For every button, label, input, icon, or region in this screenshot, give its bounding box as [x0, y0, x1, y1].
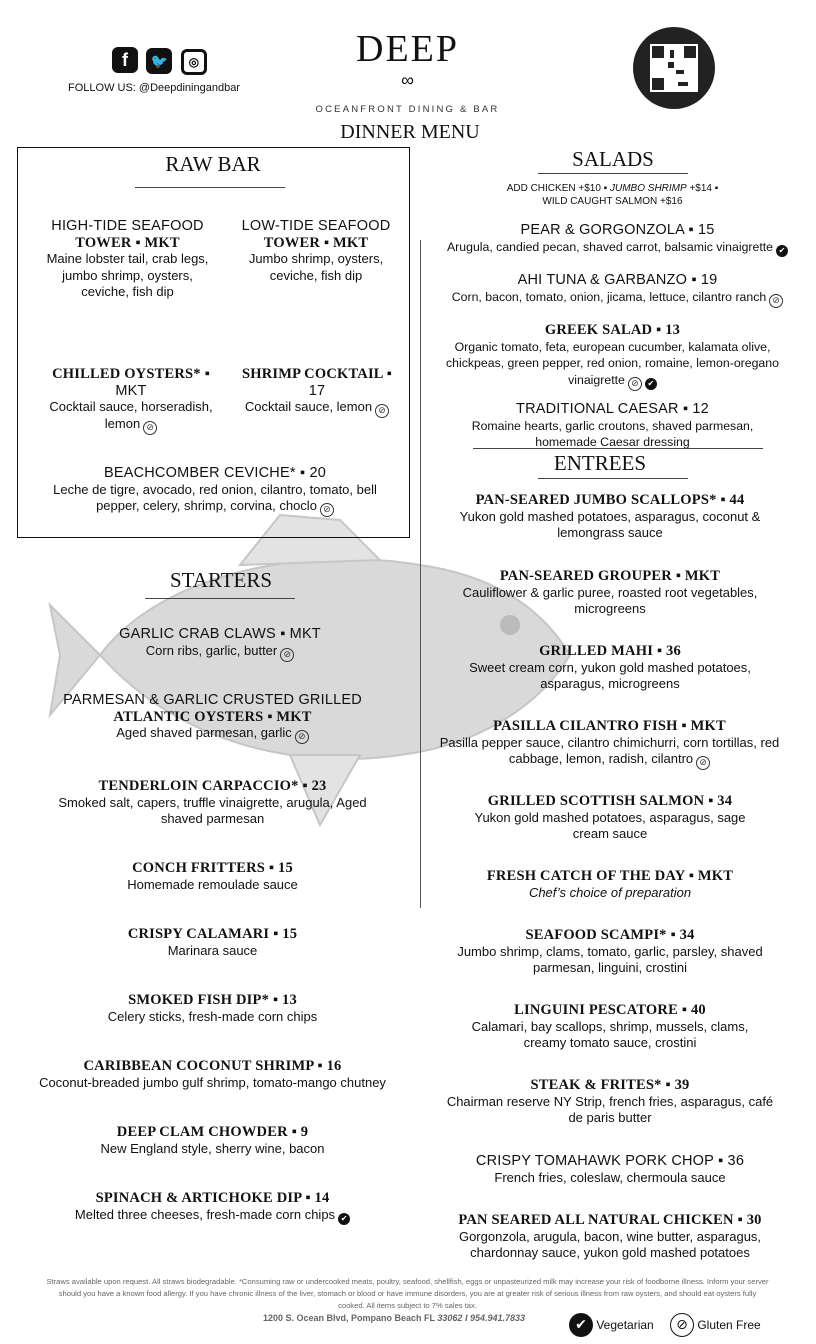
salads-addons: ADD CHICKEN +$10 ▪ JUMBO SHRIMP +$14 ▪ WILD CAUGHT SALMON +$16 — [506, 183, 719, 207]
gluten-free-icon: ⊘ — [280, 648, 294, 662]
menu-item: PAN-SEARED GROUPER ▪ MKT Cauliflower & garlic puree, roasted root vegetables, microgreens — [462, 568, 758, 616]
menu-item: LOW-TIDE SEAFOOD TOWER ▪ MKT Jumbo shrimp, oysters, ceviche, fish dip — [241, 218, 391, 283]
menu-item: GRILLED SCOTTISH SALMON ▪ 34 Yukon gold mashed potatoes, asparagus, sage cream sauce — [474, 793, 746, 841]
menu-item: PAN SEARED ALL NATURAL CHICKEN ▪ 30 Gorgonzola, arugula, bacon, wine butter, asparagus, chardonnay sauce, yukon gold mashed potatoes — [458, 1212, 762, 1260]
salads-title: SALADS — [572, 147, 654, 171]
entrees-rule — [538, 478, 688, 479]
salads-rule — [538, 173, 688, 174]
social-icons — [110, 47, 209, 75]
starters-title: STARTERS — [169, 568, 273, 592]
logo-word: DEEP — [356, 28, 459, 70]
vegetarian-icon: ✔ — [338, 1213, 350, 1225]
menu-item: GARLIC CRAB CLAWS ▪ MKT Corn ribs, garlic, butter ⊘ — [119, 626, 321, 660]
gluten-free-icon: ⊘ — [143, 421, 157, 435]
follow-text: FOLLOW US: @Deepdiningandbar — [68, 82, 240, 94]
menu-item: PAN-SEARED JUMBO SCALLOPS* ▪ 44 Yukon gold mashed potatoes, asparagus, coconut & lemongrass sauce — [459, 492, 761, 540]
logo — [300, 28, 515, 115]
menu-item: TENDERLOIN CARPACCIO* ▪ 23 Smoked salt, capers, truffle vinaigrette, arugula, Aged shaved parmesan — [58, 778, 367, 826]
starters-rule — [145, 598, 295, 599]
menu-title: DINNER MENU — [340, 121, 480, 143]
gluten-free-icon: ⊘ — [295, 730, 309, 744]
raw-bar-title: RAW BAR — [165, 152, 261, 176]
menu-item: DEEP CLAM CHOWDER ▪ 9 New England style, sherry wine, bacon — [100, 1124, 325, 1156]
gluten-free-icon: ⊘ — [696, 756, 710, 770]
raw-bar-rule — [135, 187, 285, 188]
menu-item: PARMESAN & GARLIC CRUSTED GRILLED ATLANTIC OYSTERS ▪ MKT Aged shaved parmesan, garlic ⊘ — [63, 692, 362, 742]
facebook-icon[interactable]: f — [112, 47, 138, 73]
menu-item: CHILLED OYSTERS* ▪ MKT Cocktail sauce, horseradish, lemon ⊘ — [49, 366, 213, 433]
vegetarian-icon: ✔ — [569, 1313, 593, 1337]
entrees-title: ENTREES — [553, 451, 647, 475]
menu-item: STEAK & FRITES* ▪ 39 Chairman reserve NY Strip, french fries, asparagus, café de paris butter — [446, 1077, 774, 1125]
instagram-icon[interactable]: ◎ — [181, 49, 207, 75]
qr-code[interactable] — [632, 26, 716, 110]
address-line: 1200 S. Ocean Blvd, Pompano Beach FL 33062 I 954.941.7833 — [263, 1313, 525, 1323]
menu-item: SPINACH & ARTICHOKE DIP ▪ 14 Melted three cheeses, fresh-made corn chips ✔ — [45, 1190, 380, 1225]
menu-item: HIGH-TIDE SEAFOOD TOWER ▪ MKT Maine lobster tail, crab legs, jumbo shrimp, oysters, ceviche, fish dip — [46, 218, 209, 299]
gluten-free-icon: ⊘ — [320, 503, 334, 517]
gluten-free-icon: ⊘ — [628, 377, 642, 391]
logo-hook-icon: ∞ — [401, 70, 414, 90]
gluten-free-icon: ⊘ — [769, 294, 783, 308]
vegetarian-icon: ✔ — [645, 378, 657, 390]
menu-item: PASILLA CILANTRO FISH ▪ MKT Pasilla pepper sauce, cilantro chimichurri, corn tortillas, red cabbage, lemon, radish, cilantro ⊘ — [439, 718, 780, 768]
logo-tagline: OCEANFRONT DINING & BAR — [315, 104, 500, 115]
menu-item: CONCH FRITTERS ▪ 15 Homemade remoulade sauce — [127, 860, 298, 892]
menu-item: CRISPY TOMAHAWK PORK CHOP ▪ 36 French fries, coleslaw, chermoula sauce — [475, 1153, 745, 1185]
legend-vegetarian: ✔ Vegetarian — [569, 1313, 654, 1337]
menu-item: TRADITIONAL CAESAR ▪ 12 Romaine hearts, garlic croutons, shaved parmesan, homemade Caesar dressing — [471, 401, 754, 449]
menu-item: CRISPY CALAMARI ▪ 15 Marinara sauce — [127, 926, 298, 958]
menu-item: GREEK SALAD ▪ 13 Organic tomato, feta, european cucumber, kalamata olive, chickpeas, green pepper, red onion, romaine, lemon-oregano vinaigrette ⊘ ✔ — [446, 322, 779, 389]
salads-bottom-rule — [473, 448, 763, 449]
disclaimer: Straws available upon request. All straws biodegradable. *Consuming raw or undercooked meats, poultry, seafood, shellfish, eggs or unpasteurized milk may increase your risk of foodborne illness. Inform your server should you have a known food allergy. If you have chronic illness of the liver, stomach or blood or have immune disorders, you are at greater risk of serious illness from raw oysters, and should eat oysters fully cooked. All items subject to 7% sales tax. — [46, 1277, 769, 1310]
menu-item: BEACHCOMBER CEVICHE* ▪ 20 Leche de tigre, avocado, red onion, cilantro, tomato, bell pepper, celery, shrimp, corvina, choclo ⊘ — [53, 465, 377, 515]
menu-item: LINGUINI PESCATORE ▪ 40 Calamari, bay scallops, shrimp, mussels, clams, creamy tomato sauce, crostini — [471, 1002, 749, 1050]
menu-item: GRILLED MAHI ▪ 36 Sweet cream corn, yukon gold mashed potatoes, asparagus, microgreens — [469, 643, 751, 691]
menu-item: CARIBBEAN COCONUT SHRIMP ▪ 16 Coconut-breaded jumbo gulf shrimp, tomato-mango chutney — [39, 1058, 386, 1090]
menu-item: SMOKED FISH DIP* ▪ 13 Celery sticks, fresh-made corn chips — [107, 992, 318, 1024]
gluten-free-icon: ⊘ — [670, 1313, 694, 1337]
twitter-icon[interactable]: 🐦 — [146, 48, 172, 74]
menu-item: FRESH CATCH OF THE DAY ▪ MKT Chef’s choice of preparation — [486, 868, 734, 900]
legend-gluten-free: ⊘ Gluten Free — [670, 1313, 761, 1337]
vegetarian-icon: ✔ — [776, 245, 788, 257]
menu-item: AHI TUNA & GARBANZO ▪ 19 Corn, bacon, tomato, onion, jicama, lettuce, cilantro ranch ⊘ — [440, 272, 795, 308]
gluten-free-icon: ⊘ — [375, 404, 389, 418]
menu-item: PEAR & GORGONZOLA ▪ 15 Arugula, candied pecan, shaved carrot, balsamic vinaigrette ✔ — [435, 222, 800, 257]
menu-item: SEAFOOD SCAMPI* ▪ 34 Jumbo shrimp, clams, tomato, garlic, parsley, shaved parmesan, linguini, crostini — [457, 927, 763, 975]
menu-item: SHRIMP COCKTAIL ▪ 17 Cocktail sauce, lemon ⊘ — [241, 366, 393, 416]
column-divider — [420, 240, 421, 908]
